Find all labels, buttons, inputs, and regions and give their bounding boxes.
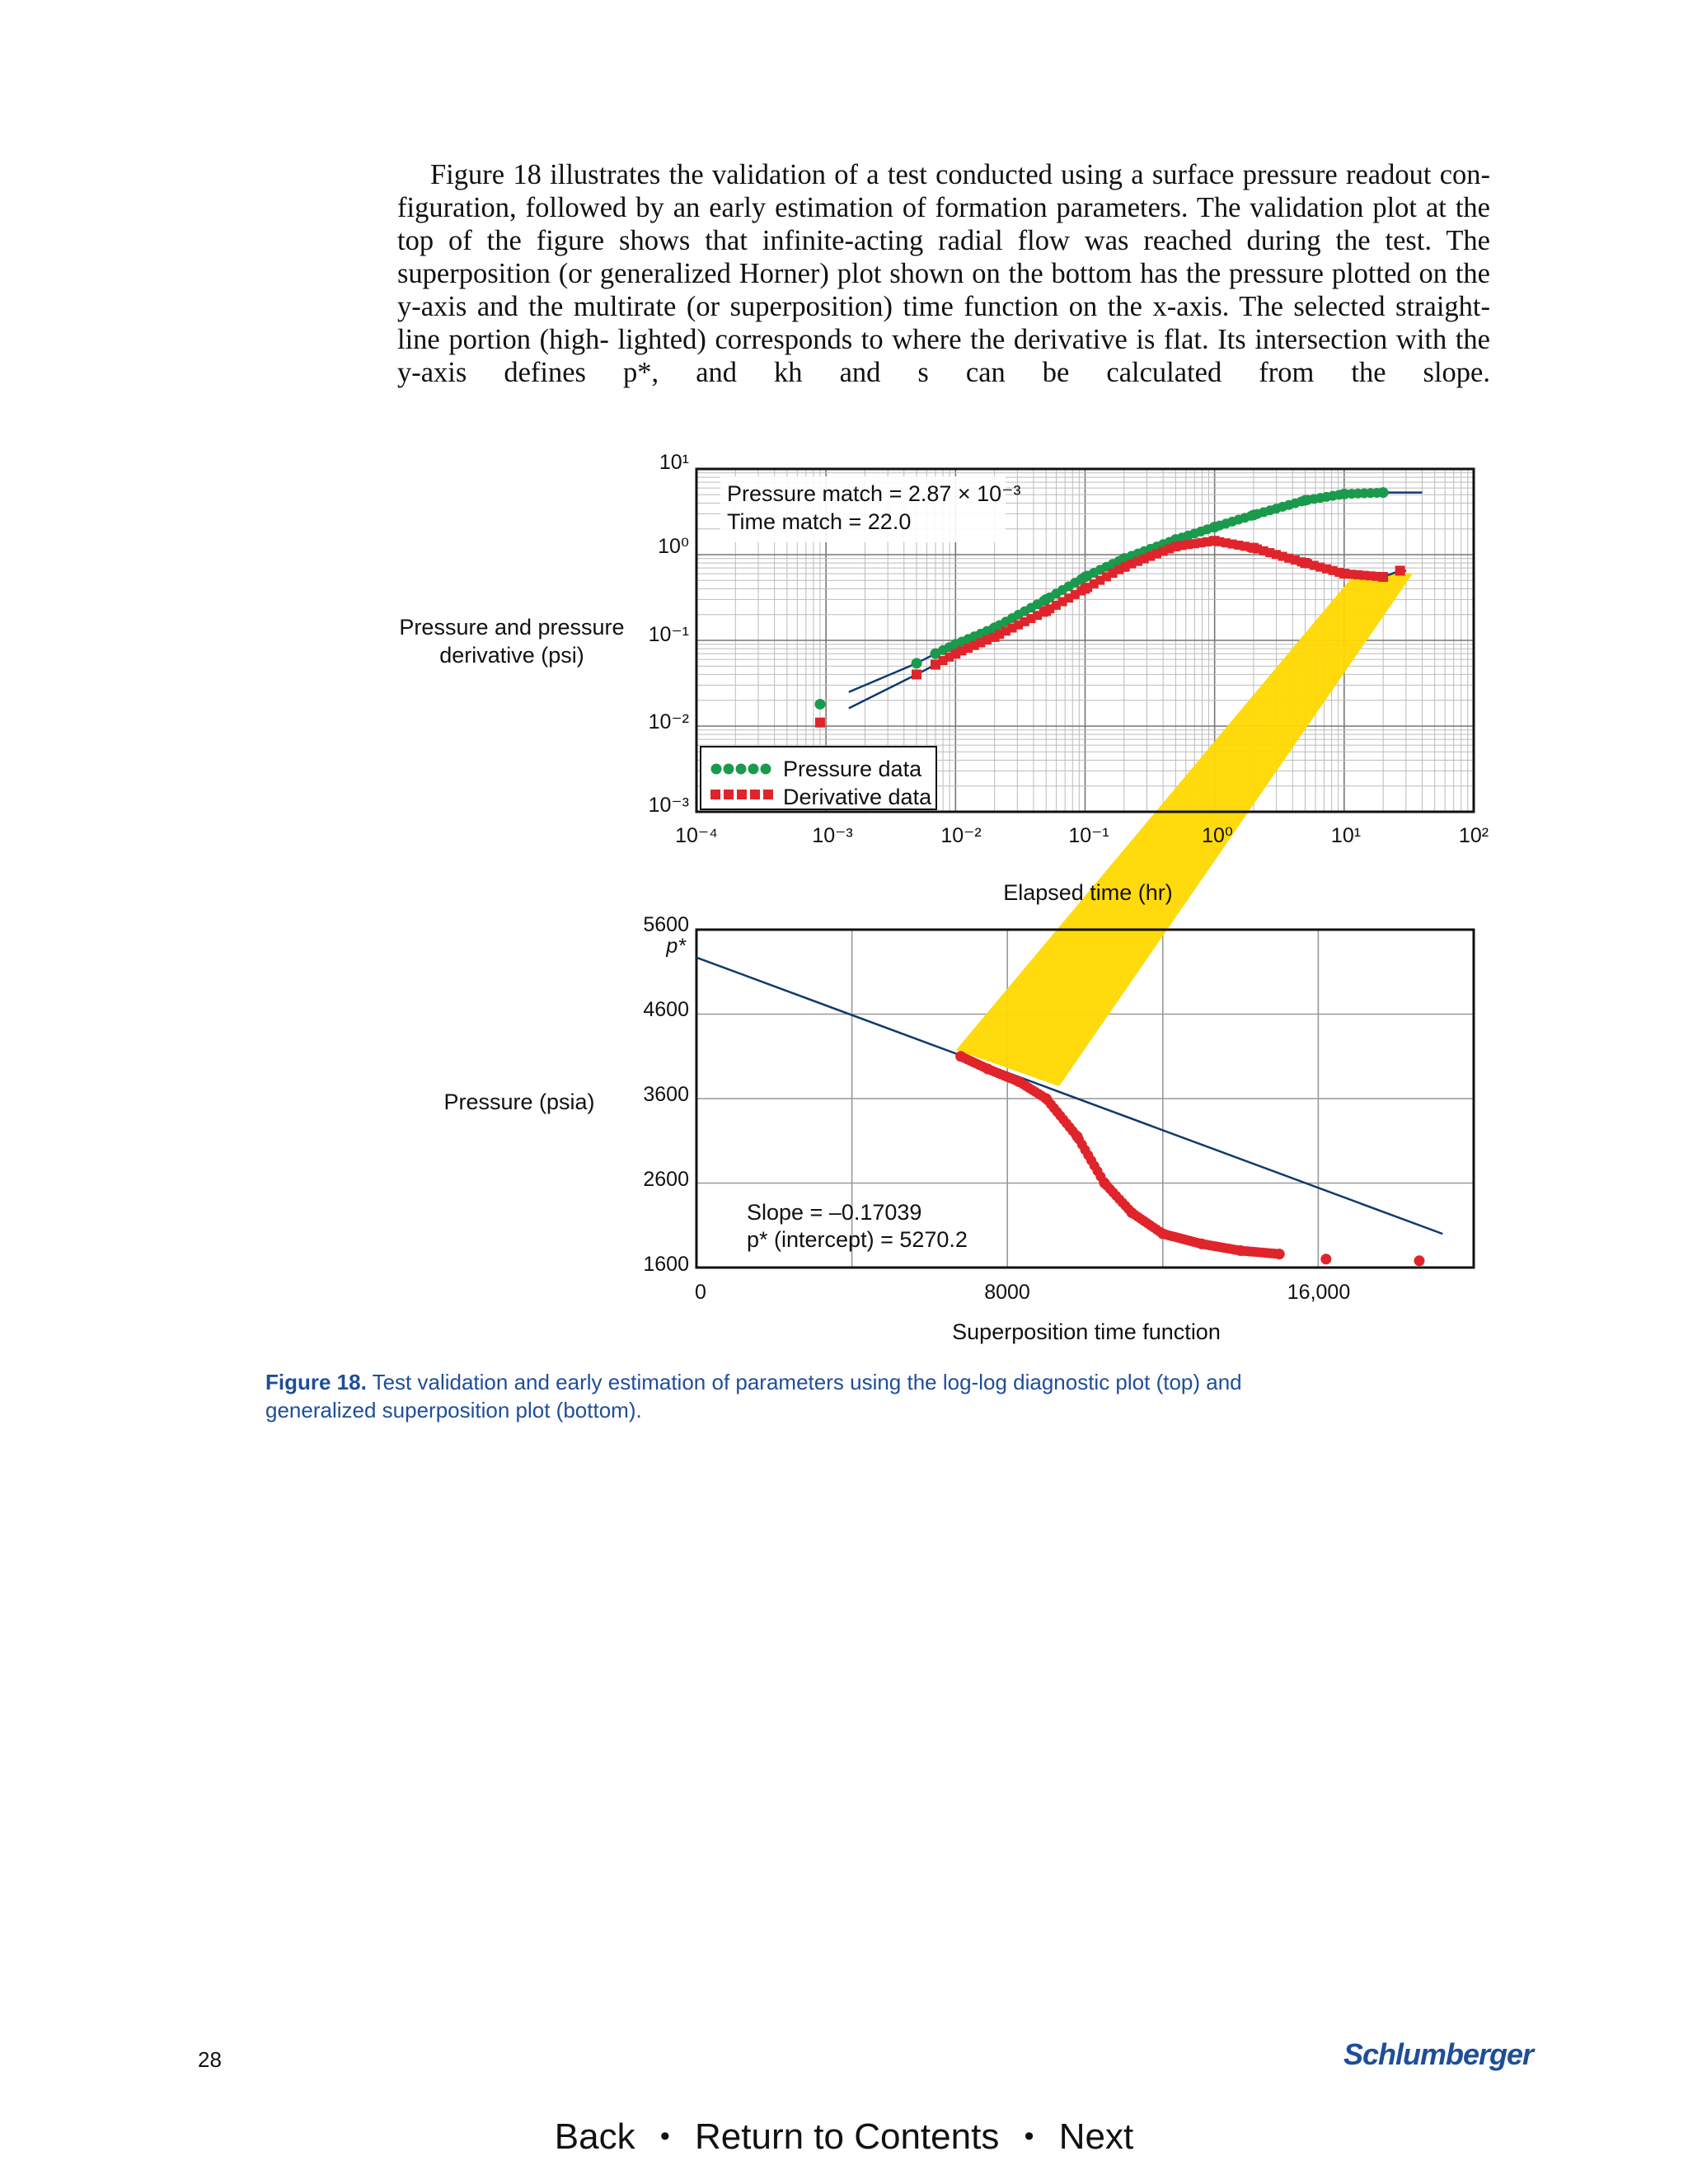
top-x-axis-label: Elapsed time (hr) (1003, 880, 1173, 905)
pressure-data-point (1014, 1076, 1025, 1087)
top-y-tick-label: 10¹ (659, 451, 689, 474)
bottom-y-tick-label: 4600 (643, 998, 689, 1021)
next-link[interactable]: Next (1058, 2116, 1134, 2157)
caption-label: Figure 18. (265, 1370, 367, 1394)
body-line-1: Figure 18 illustrates the validation of a test conducted using a surface pressure readout con- (430, 159, 1490, 190)
pressure-data-point (1127, 1207, 1137, 1218)
pressure-data-point (1072, 1132, 1083, 1142)
pressure-data-point (1274, 1249, 1285, 1259)
pressure-data-point (1196, 1239, 1207, 1249)
bottom-y-tick-label: 3600 (643, 1083, 689, 1106)
top-x-tick-label: 10⁻³ (812, 824, 853, 847)
derivative-data-point (912, 669, 921, 679)
back-link[interactable]: Back (554, 2116, 635, 2157)
time-match-annotation: Time match = 22.0 (727, 509, 912, 534)
legend-pressure-marker (711, 764, 771, 775)
body-line-2: figuration, followed by an early estimation of formation parameters. The validation plot at the top (397, 192, 1490, 256)
top-x-tick-label: 10⁻⁴ (675, 824, 718, 847)
bottom-y-tick-label: 2600 (643, 1168, 689, 1191)
page-number: 28 (198, 2047, 222, 2072)
top-x-tick-label: 10⁻¹ (1068, 824, 1109, 847)
pressure-data-point (982, 1064, 993, 1075)
body-line-7: and kh and s can be calculated from the slope. (696, 357, 1490, 388)
bottom-x-axis-label: Superposition time function (952, 1319, 1221, 1344)
caption-text: Test validation and early estimation of parameters using the log-log diagnostic plot (top) and generalized superposition plot (bottom). (265, 1370, 1242, 1422)
schlumberger-logo: Schlumberger (1343, 2037, 1534, 2071)
top-y-tick-label: 10⁻³ (648, 794, 689, 817)
derivative-data-point (1395, 565, 1405, 575)
pressure-data-point (814, 699, 825, 710)
figure-caption (265, 1368, 1254, 1424)
bottom-y-axis-label: Pressure (psia) (443, 1090, 595, 1114)
intercept-annotation: p* (intercept) = 5270.2 (747, 1227, 968, 1252)
top-y-tick-label: 10⁻² (648, 710, 689, 733)
body-line-4: (or generalized Horner) plot shown on the bottom has the pressure plotted on the y-axis and the (397, 258, 1490, 322)
bottom-y-tick-label: 1600 (643, 1253, 689, 1276)
pressure-match-annotation: Pressure match = 2.87 × 10⁻³ (727, 481, 1021, 506)
body-line-3: of the figure shows that infinite-acting radial flow was reached during the test. The superposition (397, 225, 1490, 289)
top-x-tick-label: 10⁰ (1202, 824, 1233, 847)
bottom-x-tick-label: 16,000 (1287, 1281, 1351, 1304)
top-x-tick-label: 10⁻² (940, 824, 982, 847)
top-y-axis-label-line-2: derivative (psi) (439, 643, 584, 668)
pressure-data-point (1041, 1094, 1052, 1104)
slope-annotation: Slope = –0.17039 (747, 1200, 922, 1225)
top-y-tick-label: 10⁻¹ (648, 623, 689, 646)
return-to-contents-link[interactable]: Return to Contents (695, 2116, 1000, 2157)
top-y-tick-label: 10⁰ (658, 535, 689, 558)
legend-derivative-marker (710, 790, 773, 799)
top-y-axis-label-line-1: Pressure and pressure (399, 615, 625, 640)
nav-separator: • (1024, 2121, 1034, 2152)
top-x-tick-label: 10¹ (1330, 824, 1362, 847)
body-line-5: multirate (or superposition) time function on the x-axis. The selected straight-line portion (high- (397, 291, 1491, 355)
body-line-6: lighted) corresponds to where the derivative is flat. Its intersection with the y-axis defines p*, (397, 324, 1490, 388)
nav-separator: • (659, 2121, 670, 2152)
top-x-tick-label: 10² (1458, 824, 1489, 847)
bottom-y-tick-label: 5600 (643, 913, 689, 936)
pressure-data-point (1100, 1178, 1110, 1188)
bottom-x-tick-label: 8000 (984, 1281, 1030, 1304)
pressure-data-point (912, 658, 922, 668)
derivative-data-point (1379, 573, 1388, 582)
derivative-data-point (815, 718, 825, 728)
bottom-x-tick-label: 0 (695, 1281, 706, 1304)
pressure-data-point (1320, 1254, 1331, 1264)
legend-pressure-label: Pressure data (783, 757, 922, 781)
pressure-data-point (1378, 488, 1388, 498)
pressure-data-point (955, 1051, 966, 1062)
page-navigation (0, 2116, 1688, 2158)
pressure-data-point (1414, 1255, 1424, 1266)
legend-derivative-label: Derivative data (783, 785, 932, 809)
pstar-tick-label: p* (666, 935, 686, 958)
pressure-data-point (1157, 1229, 1168, 1240)
pressure-data-point (1236, 1245, 1246, 1256)
